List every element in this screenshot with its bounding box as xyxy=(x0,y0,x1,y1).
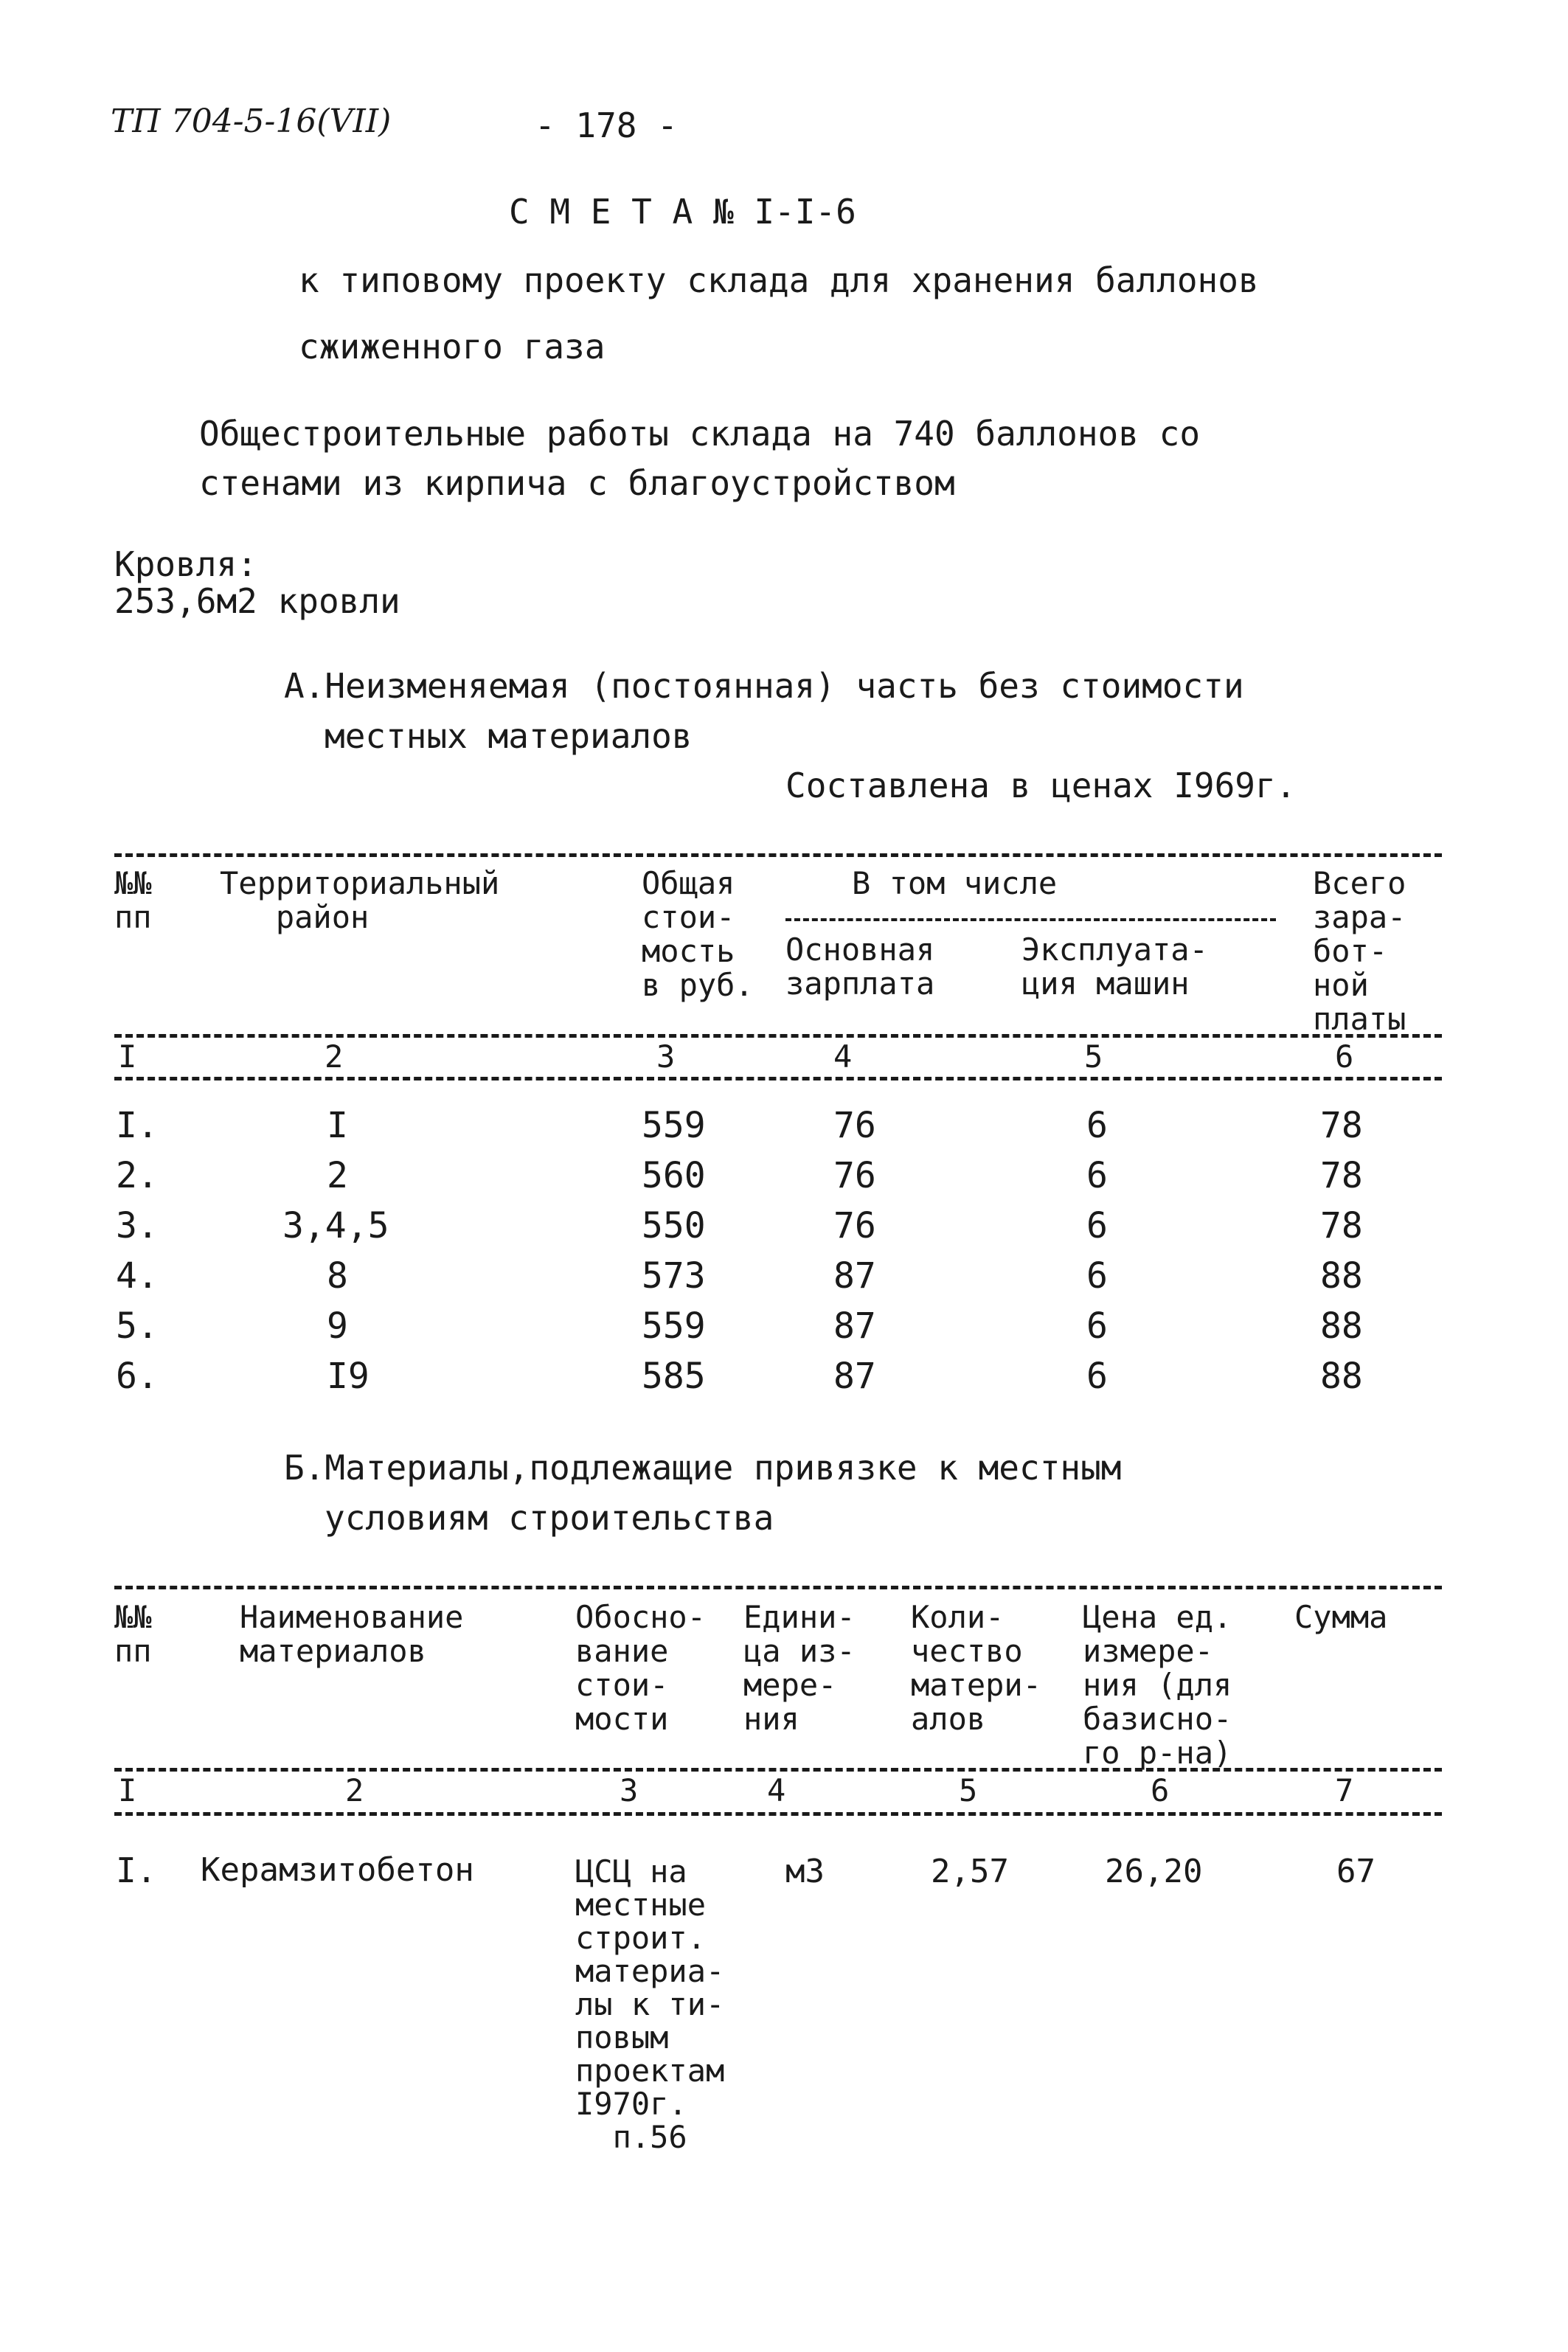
table-a-top-rule xyxy=(114,853,1442,857)
row-machines: 6 xyxy=(1086,1155,1108,1196)
table-a-colnum-2: 2 xyxy=(325,1038,344,1075)
row-quantity: 2,57 xyxy=(931,1853,1009,1890)
section-b-title-1: Б.Материалы,подлежащие привязке к местным xyxy=(284,1448,1122,1488)
table-a-header-salary: Основная зарплата xyxy=(785,932,935,1002)
section-a-title-1: А.Неизменяемая (постоянная) часть без стоимости xyxy=(284,666,1244,706)
table-b-header-number: №№ пп xyxy=(114,1599,152,1669)
row-machines: 6 xyxy=(1086,1255,1108,1297)
table-b-colnum-2: 2 xyxy=(345,1772,364,1808)
table-a-body-rule xyxy=(114,1077,1442,1080)
row-number: 6. xyxy=(116,1356,159,1397)
section-b-title-2: условиям строительства xyxy=(325,1498,774,1538)
row-region: I xyxy=(327,1105,348,1146)
table-b-colnum-5: 5 xyxy=(959,1772,978,1808)
row-all-pay: 88 xyxy=(1320,1305,1363,1347)
row-all-pay: 78 xyxy=(1320,1205,1363,1246)
table-a-header-machines: Эксплуата- ция машин xyxy=(1021,932,1208,1002)
row-total: 559 xyxy=(642,1105,706,1146)
table-b-header-name: Наименование материалов xyxy=(240,1599,464,1669)
table-a-colnum-4: 4 xyxy=(833,1038,853,1075)
row-sum: 67 xyxy=(1336,1853,1376,1890)
table-b-top-rule xyxy=(114,1586,1442,1589)
table-a-colnum-6: 6 xyxy=(1335,1038,1354,1075)
price-basis-note: Составлена в ценах I969г. xyxy=(785,766,1297,805)
table-b-body-rule xyxy=(114,1812,1442,1816)
table-a-header-number: №№ пп xyxy=(114,865,152,935)
table-a-colnum-5: 5 xyxy=(1084,1038,1103,1075)
row-total: 560 xyxy=(642,1155,706,1196)
section-a-title-2: местных материалов xyxy=(325,716,693,756)
row-total: 573 xyxy=(642,1255,706,1297)
row-unit-price: 26,20 xyxy=(1105,1853,1203,1890)
row-machines: 6 xyxy=(1086,1305,1108,1347)
row-salary: 87 xyxy=(833,1305,876,1347)
row-number: 5. xyxy=(116,1305,159,1347)
table-a-group-rule xyxy=(785,918,1276,921)
row-region: I9 xyxy=(327,1356,370,1397)
row-all-pay: 88 xyxy=(1320,1356,1363,1397)
table-a-header-region: Территориальный район xyxy=(220,865,500,935)
row-total: 585 xyxy=(642,1356,706,1397)
table-a-colnum-1: I xyxy=(118,1038,137,1075)
table-b-colnum-1: I xyxy=(118,1772,137,1808)
subtitle-line-2: стенами из кирпича с благоустройством xyxy=(199,463,955,503)
table-b-header-unit: Едини- ца из- мере- ния xyxy=(743,1599,856,1737)
table-b-header-sum: Сумма xyxy=(1294,1599,1388,1635)
roof-label: Кровля: xyxy=(114,544,257,584)
estimate-title: С М Е Т А № I-I-6 xyxy=(509,192,856,232)
row-all-pay: 78 xyxy=(1320,1105,1363,1146)
row-region: 3,4,5 xyxy=(282,1205,389,1246)
table-b-header-basis: Обосно- вание стои- мости xyxy=(575,1599,707,1737)
table-a-header-rule xyxy=(114,1034,1442,1038)
table-b-colnum-7: 7 xyxy=(1335,1772,1354,1808)
row-salary: 87 xyxy=(833,1255,876,1297)
table-a-header-total: Общая стои- мость в руб. xyxy=(642,865,754,1003)
row-salary: 76 xyxy=(833,1205,876,1246)
row-number: 3. xyxy=(116,1205,159,1246)
row-number: 4. xyxy=(116,1255,159,1297)
table-a-header-all-pay: Всего зара- бот- ной платы xyxy=(1313,865,1406,1037)
row-salary: 76 xyxy=(833,1105,876,1146)
document-code: ТП 704-5-16(VII) xyxy=(111,103,392,140)
table-b-colnum-3: 3 xyxy=(620,1772,639,1808)
title-line-1: к типовому проекту склада для хранения баллонов xyxy=(299,260,1259,300)
roof-value: 253,6м2 кровли xyxy=(114,581,400,621)
subtitle-line-1: Общестроительные работы склада на 740 баллонов со xyxy=(199,414,1201,454)
row-number: I. xyxy=(116,1850,157,1890)
table-b-colnum-6: 6 xyxy=(1151,1772,1170,1808)
table-b-colnum-4: 4 xyxy=(767,1772,786,1808)
row-number: I. xyxy=(116,1105,159,1146)
table-a-header-group: В том числе xyxy=(852,865,1058,901)
row-all-pay: 88 xyxy=(1320,1255,1363,1297)
table-a-colnum-3: 3 xyxy=(656,1038,676,1075)
row-cost-basis: ЦСЦ на местные строит. материа- лы к ти- повым проектам I970г. п.56 xyxy=(575,1853,725,2155)
row-number: 2. xyxy=(116,1155,159,1196)
row-machines: 6 xyxy=(1086,1356,1108,1397)
row-total: 559 xyxy=(642,1305,706,1347)
row-all-pay: 78 xyxy=(1320,1155,1363,1196)
row-salary: 76 xyxy=(833,1155,876,1196)
row-material-name: Керамзитобетон xyxy=(201,1851,474,1889)
row-unit: м3 xyxy=(785,1853,825,1890)
row-machines: 6 xyxy=(1086,1205,1108,1246)
row-salary: 87 xyxy=(833,1356,876,1397)
row-total: 550 xyxy=(642,1205,706,1246)
row-machines: 6 xyxy=(1086,1105,1108,1146)
row-region: 2 xyxy=(327,1155,348,1196)
page-number: - 178 - xyxy=(535,105,678,145)
row-region: 8 xyxy=(327,1255,348,1297)
table-b-header-price: Цена ед. измере- ния (для базисно- го р-на) xyxy=(1083,1599,1232,1771)
table-b-header-qty: Коли- чество матери- алов xyxy=(911,1599,1042,1737)
row-region: 9 xyxy=(327,1305,348,1347)
title-line-2: сжиженного газа xyxy=(299,327,606,367)
table-b-header-rule xyxy=(114,1768,1442,1772)
